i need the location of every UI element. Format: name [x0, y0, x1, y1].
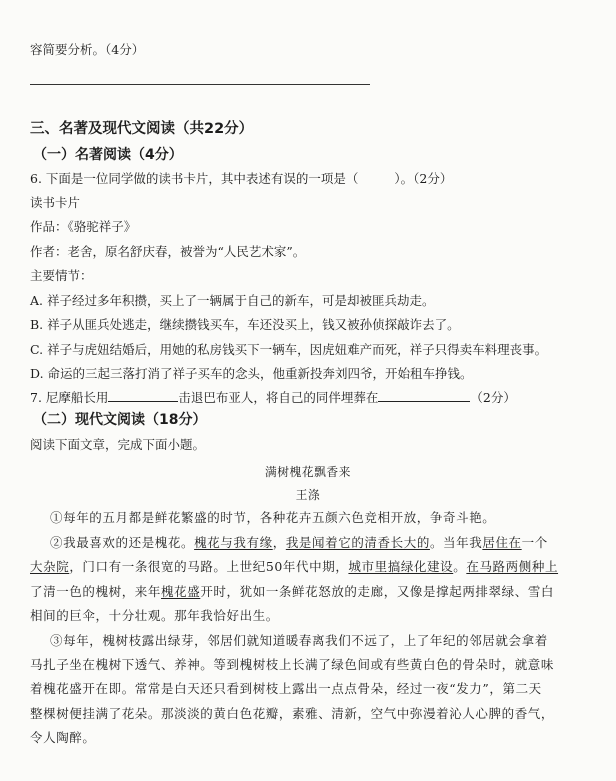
card-plot-label: 主要情节： [30, 268, 93, 283]
underlined-phrase: 槐花与我有缘 [194, 535, 273, 550]
question-7-score: （2分） [470, 390, 516, 405]
text-run: 。当年我 [429, 535, 483, 550]
paragraph-3-line-5: 令人陶醉。 [30, 730, 96, 745]
text-run: ， [272, 535, 286, 550]
underlined-phrase: 槐花盛 [161, 584, 201, 599]
question-6-stem: 6. 下面是一位同学做的读书卡片，其中表述有误的一项是（ [30, 171, 359, 186]
underlined-phrase: 我是闻着它的清香长大的 [285, 535, 430, 550]
answer-blank [378, 389, 470, 402]
question-6-score: ）。（2分） [394, 171, 453, 186]
card-title: 读书卡片 [30, 195, 81, 210]
underlined-phrase: 居住在 [482, 535, 522, 550]
paragraph-3-line-3: 着槐花盛开在即。常常是白天还只看到树枝上露出一点点骨朵，经过一夜“发力”，第二天 [30, 681, 542, 696]
text-run: 了清一色的槐树，来年 [30, 584, 162, 599]
reading-instruction: 阅读下面文章，完成下面小题。 [30, 437, 206, 452]
answer-blank [108, 389, 178, 402]
paragraph-3-line-1: ③每年，槐树枝露出绿芽，邻居们就知道暖春离我们不远了，上了年纪的邻居就会拿着 [50, 633, 548, 648]
question-6 [30, 170, 452, 188]
underlined-phrase: 城市里搞绿化建设 [348, 559, 454, 574]
paragraph-1: ①每年的五月都是鲜花繁盛的时节，各种花卉五颜六色竞相开放，争奇斗艳。 [50, 510, 496, 525]
text-run: 开时，犹如一条鲜花怒放的走廊，又像是撑起两排翠绿、雪白 [200, 584, 555, 599]
underlined-phrase: 大杂院 [30, 559, 70, 574]
text-run: 一个 [521, 535, 548, 550]
question-tail: 容简要分析。（4分） [30, 42, 145, 57]
subsection-heading: （二）现代文阅读（18分） [33, 412, 207, 428]
text-run: ，门口有一条很宽的马路。上世纪50年代中期， [69, 559, 349, 574]
option-c: C. 祥子与虎妞结婚后，用她的私房钱买下一辆车，因虎妞难产而死，祥子只得卖车料理丧事。 [30, 342, 548, 357]
paragraph-3-line-2: 马扎子坐在槐树下透气、养神。等到槐树枝上长满了绿色间或有些黄白色的骨朵时，就意味 [30, 657, 555, 672]
option-a: A. 祥子经过多年积攒，买上了一辆属于自己的新车，可是却被匪兵劫走。 [30, 293, 435, 308]
paragraph-2-line-2 [30, 558, 558, 576]
subsection-heading: （一）名著阅读（4分） [33, 147, 183, 163]
paragraph-2-line-1 [50, 534, 548, 552]
paragraph-2-line-3 [30, 583, 554, 601]
question-7-part1: 7. 尼摩船长用 [30, 390, 109, 405]
article-author: 王涤 [295, 488, 321, 502]
text-run: 。 [453, 559, 467, 574]
card-author: 作者：老舍，原名舒庆春，被誉为“人民艺术家”。 [30, 244, 306, 259]
card-work: 作品：《骆驼祥子》 [30, 219, 137, 234]
option-b: B. 祥子从匪兵处逃走，继续攒钱买车，车还没买上，钱又被孙侦探敲诈去了。 [30, 317, 460, 332]
text-run: ②我最喜欢的还是槐花。 [50, 535, 195, 550]
option-d: D. 命运的三起三落打消了祥子买车的念头，他重新投奔刘四爷，开始租车挣钱。 [30, 366, 473, 381]
question-7 [30, 389, 516, 407]
paragraph-3-line-4: 整棵树便挂满了花朵。那淡淡的黄白色花瓣，素雅、清新，空气中弥漫着沁人心脾的香气， [30, 706, 555, 721]
paragraph-2-line-4: 相间的巨伞，十分壮观。那年我恰好出生。 [30, 608, 279, 623]
article-title: 满树槐花飘香来 [264, 465, 351, 479]
underlined-phrase: 在马路两侧种上 [466, 559, 559, 574]
question-7-part2: 击退巴布亚人，将自己的同伴埋葬在 [178, 390, 379, 405]
section-heading: 三、名著及现代文阅读（共22分） [30, 121, 254, 137]
answer-line [30, 84, 370, 85]
